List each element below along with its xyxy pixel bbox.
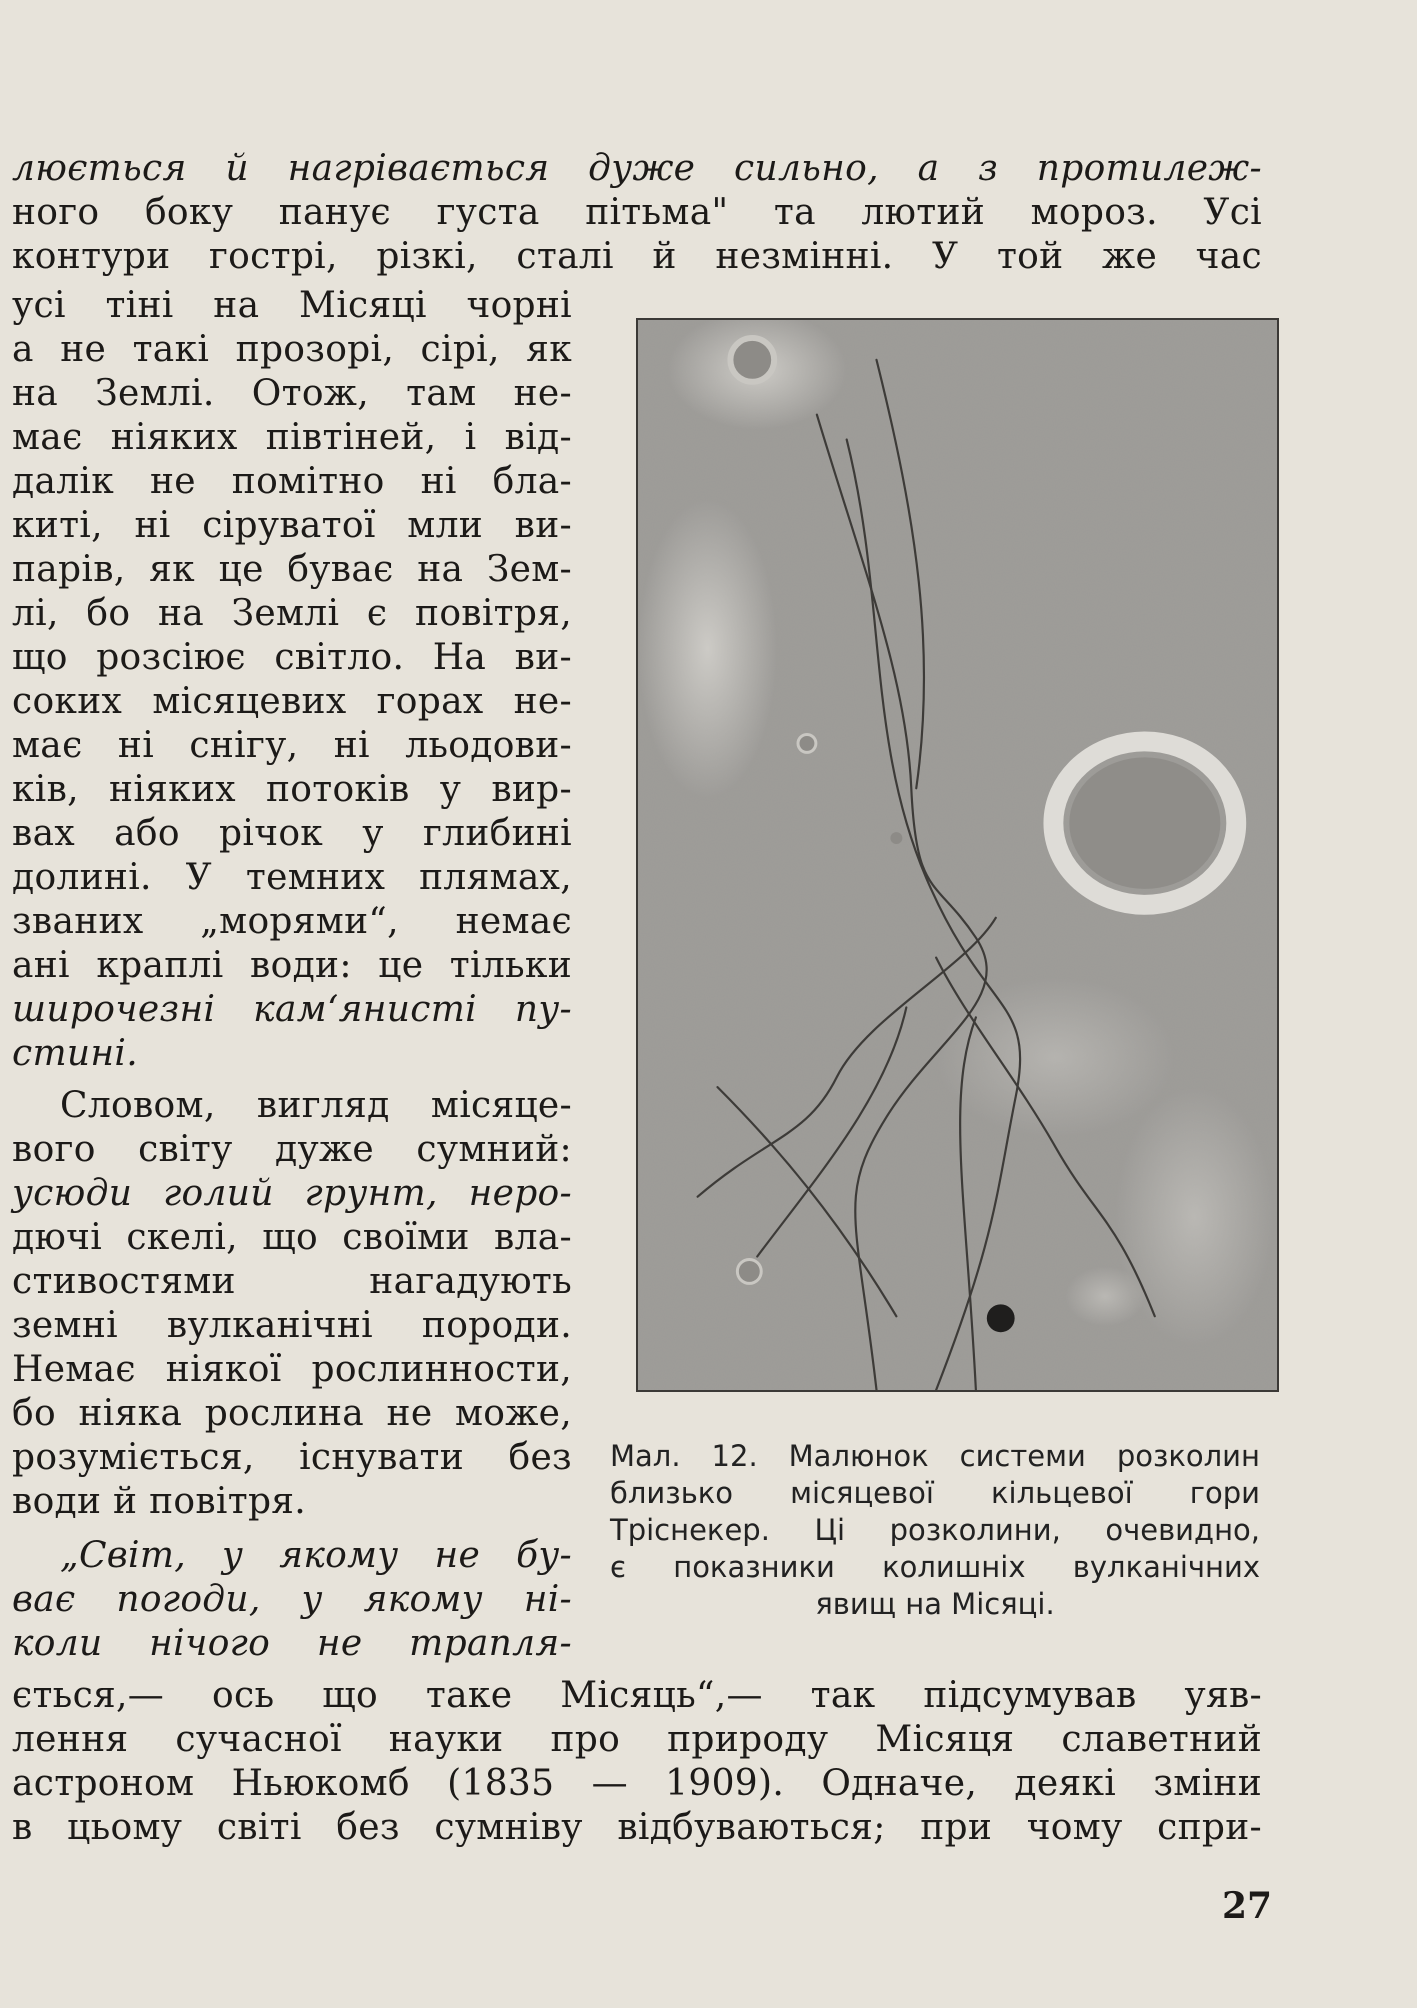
text-line: Немає ніякої рослинности, — [12, 1349, 572, 1390]
text-line: далік не помітно ні бла- — [12, 461, 572, 502]
text-line: стивостями нагадують — [12, 1261, 572, 1302]
text-line: коли нічого не трапля- — [12, 1623, 572, 1664]
text-line: долині. У темних плямах, — [12, 857, 572, 898]
text-line: а не такі прозорі, сірі, як — [12, 329, 572, 370]
text-line: астроном Ньюкомб (1835 — 1909). Одначе, деякі зміни — [12, 1763, 1262, 1804]
text-line: вах або річок у глибині — [12, 813, 572, 854]
text-line: бо ніяка рослина не може, — [12, 1393, 572, 1434]
text-line: званих „морями“, немає — [12, 901, 572, 942]
text-line: має ніяких півтіней, і від- — [12, 417, 572, 458]
page-number: 27 — [1222, 1885, 1273, 1927]
lunar-rilles-illustration — [636, 318, 1279, 1392]
text-line: киті, ні сіруватої мли ви- — [12, 505, 572, 546]
caption-line: Мал. 12. Малюнок системи розколин — [610, 1439, 1260, 1473]
text-line: лі, бо на Землі є повітря, — [12, 593, 572, 634]
caption-line: близько місяцевої кільцевої гори — [610, 1476, 1260, 1510]
text-line: земні вулканічні породи. — [12, 1305, 572, 1346]
caption-line: є показники колишніх вулканічних — [610, 1550, 1260, 1584]
text-line: має ні снігу, ні льодови- — [12, 725, 572, 766]
caption-line: явищ на Місяці. — [815, 1587, 1055, 1621]
text-line: люється й нагрівається дуже сильно, а з протилеж- — [12, 148, 1262, 189]
text-line: води й повітря. — [12, 1481, 307, 1522]
text-line: в цьому світі без сумніву відбуваються; при чому спри- — [12, 1807, 1262, 1848]
text-line: соких місяцевих горах не- — [12, 681, 572, 722]
text-line: лення сучасної науки про природу Місяця славетний — [12, 1719, 1262, 1760]
text-line: розуміється, існувати без — [12, 1437, 572, 1478]
text-line: вого світу дуже сумний: — [12, 1129, 572, 1170]
text-line: ного боку панує густа пітьма" та лютий мороз. Усі — [12, 192, 1262, 233]
figure-caption — [610, 1438, 1260, 1623]
caption-line: Тріснекер. Ці розколини, очевидно, — [610, 1513, 1260, 1547]
text-line: ється,— ось що таке Місяць“,— так підсумував уяв- — [12, 1675, 1262, 1716]
text-line: парів, як це буває на Зем- — [12, 549, 572, 590]
text-line: дючі скелі, що своїми вла- — [12, 1217, 572, 1258]
text-line: широчезні кам‘янисті пу- — [12, 989, 572, 1030]
text-line: стині. — [12, 1033, 138, 1074]
text-line: ані краплі води: це тільки — [12, 945, 572, 986]
text-line: усюди голий грунт, неро- — [12, 1173, 572, 1214]
text-line: ває погоди, у якому ні- — [12, 1579, 572, 1620]
text-line: „Світ, у якому не бу- — [60, 1535, 572, 1576]
text-line: контури гострі, різкі, сталі й незмінні. У той же час — [12, 236, 1262, 277]
text-line: на Землі. Отож, там не- — [12, 373, 572, 414]
lunar-surface-drawing — [638, 320, 1277, 1390]
text-line: що розсіює світло. На ви- — [12, 637, 572, 678]
text-line: Словом, вигляд місяце- — [60, 1085, 572, 1126]
text-line: усі тіні на Місяці чорні — [12, 285, 572, 326]
text-line: ків, ніяких потоків у вир- — [12, 769, 572, 810]
